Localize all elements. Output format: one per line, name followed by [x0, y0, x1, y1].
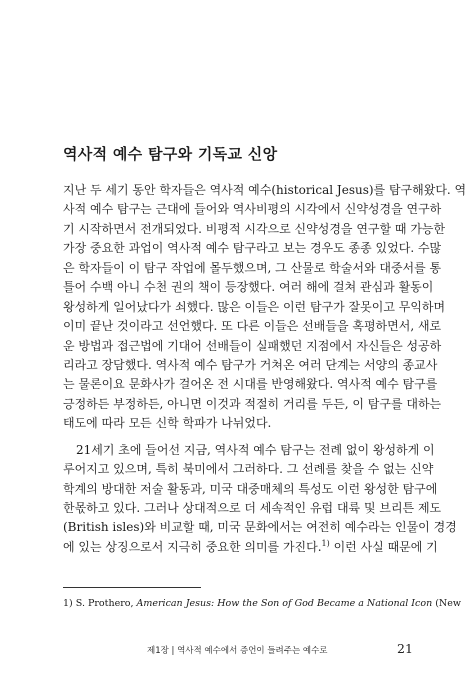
text-line: 루어지고 있으며, 특히 북미에서 그러하다. 그 선례를 찾을 수 없는 신약	[63, 462, 434, 477]
text-line: 태도에 따라 모든 신학 학파가 나뉘었다.	[63, 416, 272, 431]
footnote	[63, 598, 461, 609]
text-fragment: 에 있는 상징으로서 지극히 중요한 의미를 가진다.	[63, 539, 322, 554]
footnote-divider	[63, 587, 201, 588]
text-line: 기 시작하면서 전개되었다. 비평적 시각으로 신약성경을 연구할 때 가능한	[63, 221, 446, 236]
footnote-suffix: (New	[432, 598, 461, 609]
text-line: 운 방법과 접근법에 기대어 선배들이 실패했던 지점에서 자신들은 성공하	[63, 338, 442, 353]
footnote-marker[interactable]: 1)	[321, 538, 330, 548]
section-heading: 역사적 예수 탐구와 기독교 신앙	[63, 145, 278, 163]
text-line: 21세기 초에 들어선 지금, 역사적 예수 탐구는 전례 없이 왕성하게 이	[76, 442, 435, 457]
text-line: 이미 끝난 것이라고 선언했다. 또 다른 이들은 선배들을 혹평하면서, 새로	[63, 319, 442, 334]
footnote-prefix: 1) S. Prothero,	[63, 598, 137, 609]
text-line: 사적 예수 탐구는 근대에 들어와 역사비평의 시각에서 신약성경을 연구하	[63, 202, 442, 217]
text-line: 한몫하고 있다. 그러나 상대적으로 더 세속적인 유럽 대륙 및 브리튼 제도	[63, 501, 442, 515]
text-line	[63, 538, 438, 557]
text-line: (British isles)와 비교할 때, 미국 문화에서는 여전히 예수라는 인물이 경경	[63, 520, 457, 535]
text-line: 리라고 장담했다. 역사적 예수 탐구가 거쳐온 여러 단계는 서양의 종교사	[63, 357, 438, 372]
text-line: 왕성하게 일어났다가 쇠했다. 많은 이들은 이런 탐구가 잘못이고 무익하며	[63, 299, 446, 314]
running-head: 제1장 | 역사적 예수에서 증언이 들려주는 예수로	[147, 646, 328, 656]
text-line: 긍정하든 부정하든, 아니면 이것과 적절히 거리를 두든, 이 탐구를 대하는	[63, 396, 442, 411]
text-fragment: 이런 사실 때문에 기	[329, 539, 438, 554]
text-line: 지난 두 세기 동안 학자들은 역사적 예수(historical Jesus)를 탐구해왔다. 역	[63, 183, 467, 197]
page-number: 21	[397, 641, 413, 656]
text-line: 가장 중요한 과업이 역사적 예수 탐구라고 보는 경우도 종종 있었다. 수많	[63, 241, 442, 256]
text-line: 는 물론이요 문화사가 걸어온 전 시대를 반영해왔다. 역사적 예수 탐구를	[63, 377, 438, 392]
footnote-book-title: American Jesus: How the Son of God Became a National Icon	[136, 598, 433, 609]
text-line: 학계의 방대한 저술 활동과, 미국 대중매체의 특성도 이런 왕성한 탐구에	[63, 481, 438, 496]
text-line: 은 학자들이 이 탐구 작업에 몰두했으며, 그 산물로 학술서와 대중서를 통	[63, 260, 442, 275]
text-line: 틀어 수백 아니 수천 권의 책이 등장했다. 여러 해에 걸쳐 관심과 활동이	[63, 280, 434, 295]
body-text	[63, 181, 467, 557]
